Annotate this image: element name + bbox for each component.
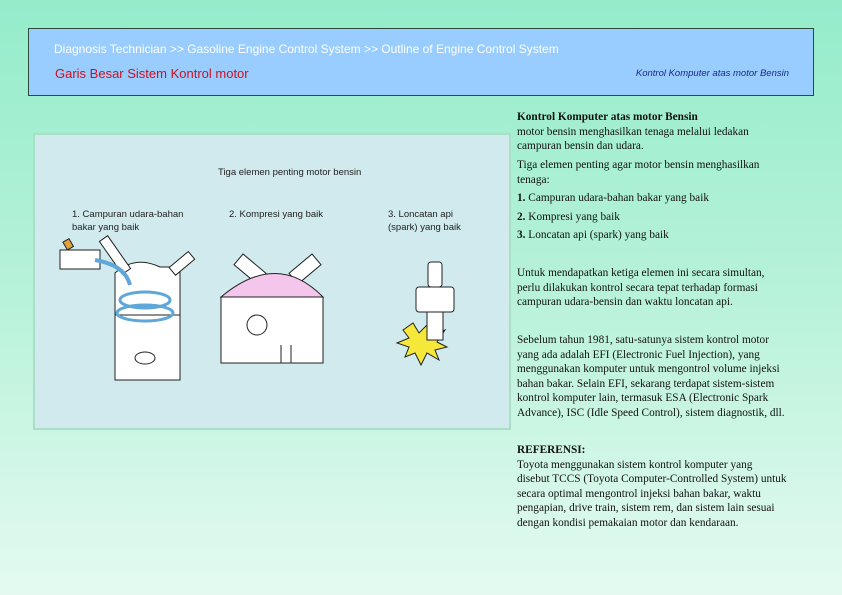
figure-title: Tiga elemen penting motor bensin <box>218 167 362 178</box>
page-subtitle: Kontrol Komputer atas motor Bensin <box>635 68 789 79</box>
text-line: kontrol komputer lain, termasuk ESA (Electronic Spark <box>517 392 769 404</box>
text-line: bahan bakar. Selain EFI, sekarang terdapat sistem-sistem <box>517 377 775 390</box>
breadcrumb: Diagnosis Technician >> Gasoline Engine Control System >> Outline of Engine Control System <box>54 42 559 56</box>
engine-elements-figure <box>33 133 511 430</box>
list-item <box>517 210 759 225</box>
list-text: Loncatan api (spark) yang baik <box>525 229 669 241</box>
intro-line: motor bensin menghasilkan tenaga melalui ledakan <box>517 125 749 138</box>
label-line: 1. Campuran udara-bahan <box>72 209 184 220</box>
header-bar <box>28 28 814 96</box>
paragraph-2 <box>517 266 765 310</box>
compression-cylinder-icon <box>221 254 323 363</box>
text-line: menggunakan komputer untuk mengontrol volume injeksi <box>517 363 780 375</box>
list-num: 2. <box>517 210 526 223</box>
list-text: Campuran udara-bahan bakar yang baik <box>525 192 709 204</box>
text-line: yang ada adalah EFI (Electronic Fuel Injection), yang <box>517 348 760 361</box>
text-line: Sebelum tahun 1981, satu-satunya sistem kontrol motor <box>517 334 769 346</box>
elements-section <box>517 158 759 243</box>
intro-line: campuran bensin dan udara. <box>517 140 644 152</box>
label-line: 3. Loncatan api <box>388 209 453 220</box>
spark-plug-icon <box>397 262 454 365</box>
label-line: (spark) yang baik <box>388 222 461 233</box>
text-line: Toyota menggunakan sistem kontrol komputer yang <box>517 458 753 471</box>
reference-heading: REFERENSI: <box>517 444 586 456</box>
list-item <box>517 228 759 243</box>
list-text: Kompresi yang baik <box>525 210 620 223</box>
mixture-cylinder-icon <box>60 236 195 380</box>
label-line: 2. Kompresi yang baik <box>229 209 323 220</box>
list-num: 3. <box>517 229 526 241</box>
label-line: bakar yang baik <box>72 222 140 233</box>
text-line: secara optimal mengontrol injeksi bahan bakar, waktu <box>517 487 761 500</box>
reference-section <box>517 443 787 530</box>
page-title: Garis Besar Sistem Kontrol motor <box>55 66 249 81</box>
list-item <box>517 191 759 206</box>
elements-line: tenaga: <box>517 173 550 186</box>
text-line: campuran udara-bensin dan waktu loncatan api. <box>517 296 733 308</box>
text-line: dengan kondisi pemakaian motor dan kendaraan. <box>517 516 739 529</box>
list-num: 1. <box>517 192 526 204</box>
text-line: disebut TCCS (Toyota Computer-Controlled System) untuk <box>517 473 787 485</box>
text-line: perlu dilakukan kontrol secara tepat terhadap formasi <box>517 281 758 294</box>
intro-section <box>517 110 749 154</box>
text-line: Advance), ISC (Idle Speed Control), sistem diagnostik, dll. <box>517 406 785 419</box>
elements-line: Tiga elemen penting agar motor bensin menghasilkan <box>517 159 760 171</box>
engine-illustrations <box>35 135 509 428</box>
text-line: pengapian, drive train, sistem rem, dan sistem lain sesuai <box>517 502 775 514</box>
text-line: Untuk mendapatkan ketiga elemen ini secara simultan, <box>517 267 765 279</box>
content-heading: Kontrol Komputer atas motor Bensin <box>517 111 698 123</box>
paragraph-3 <box>517 333 785 420</box>
